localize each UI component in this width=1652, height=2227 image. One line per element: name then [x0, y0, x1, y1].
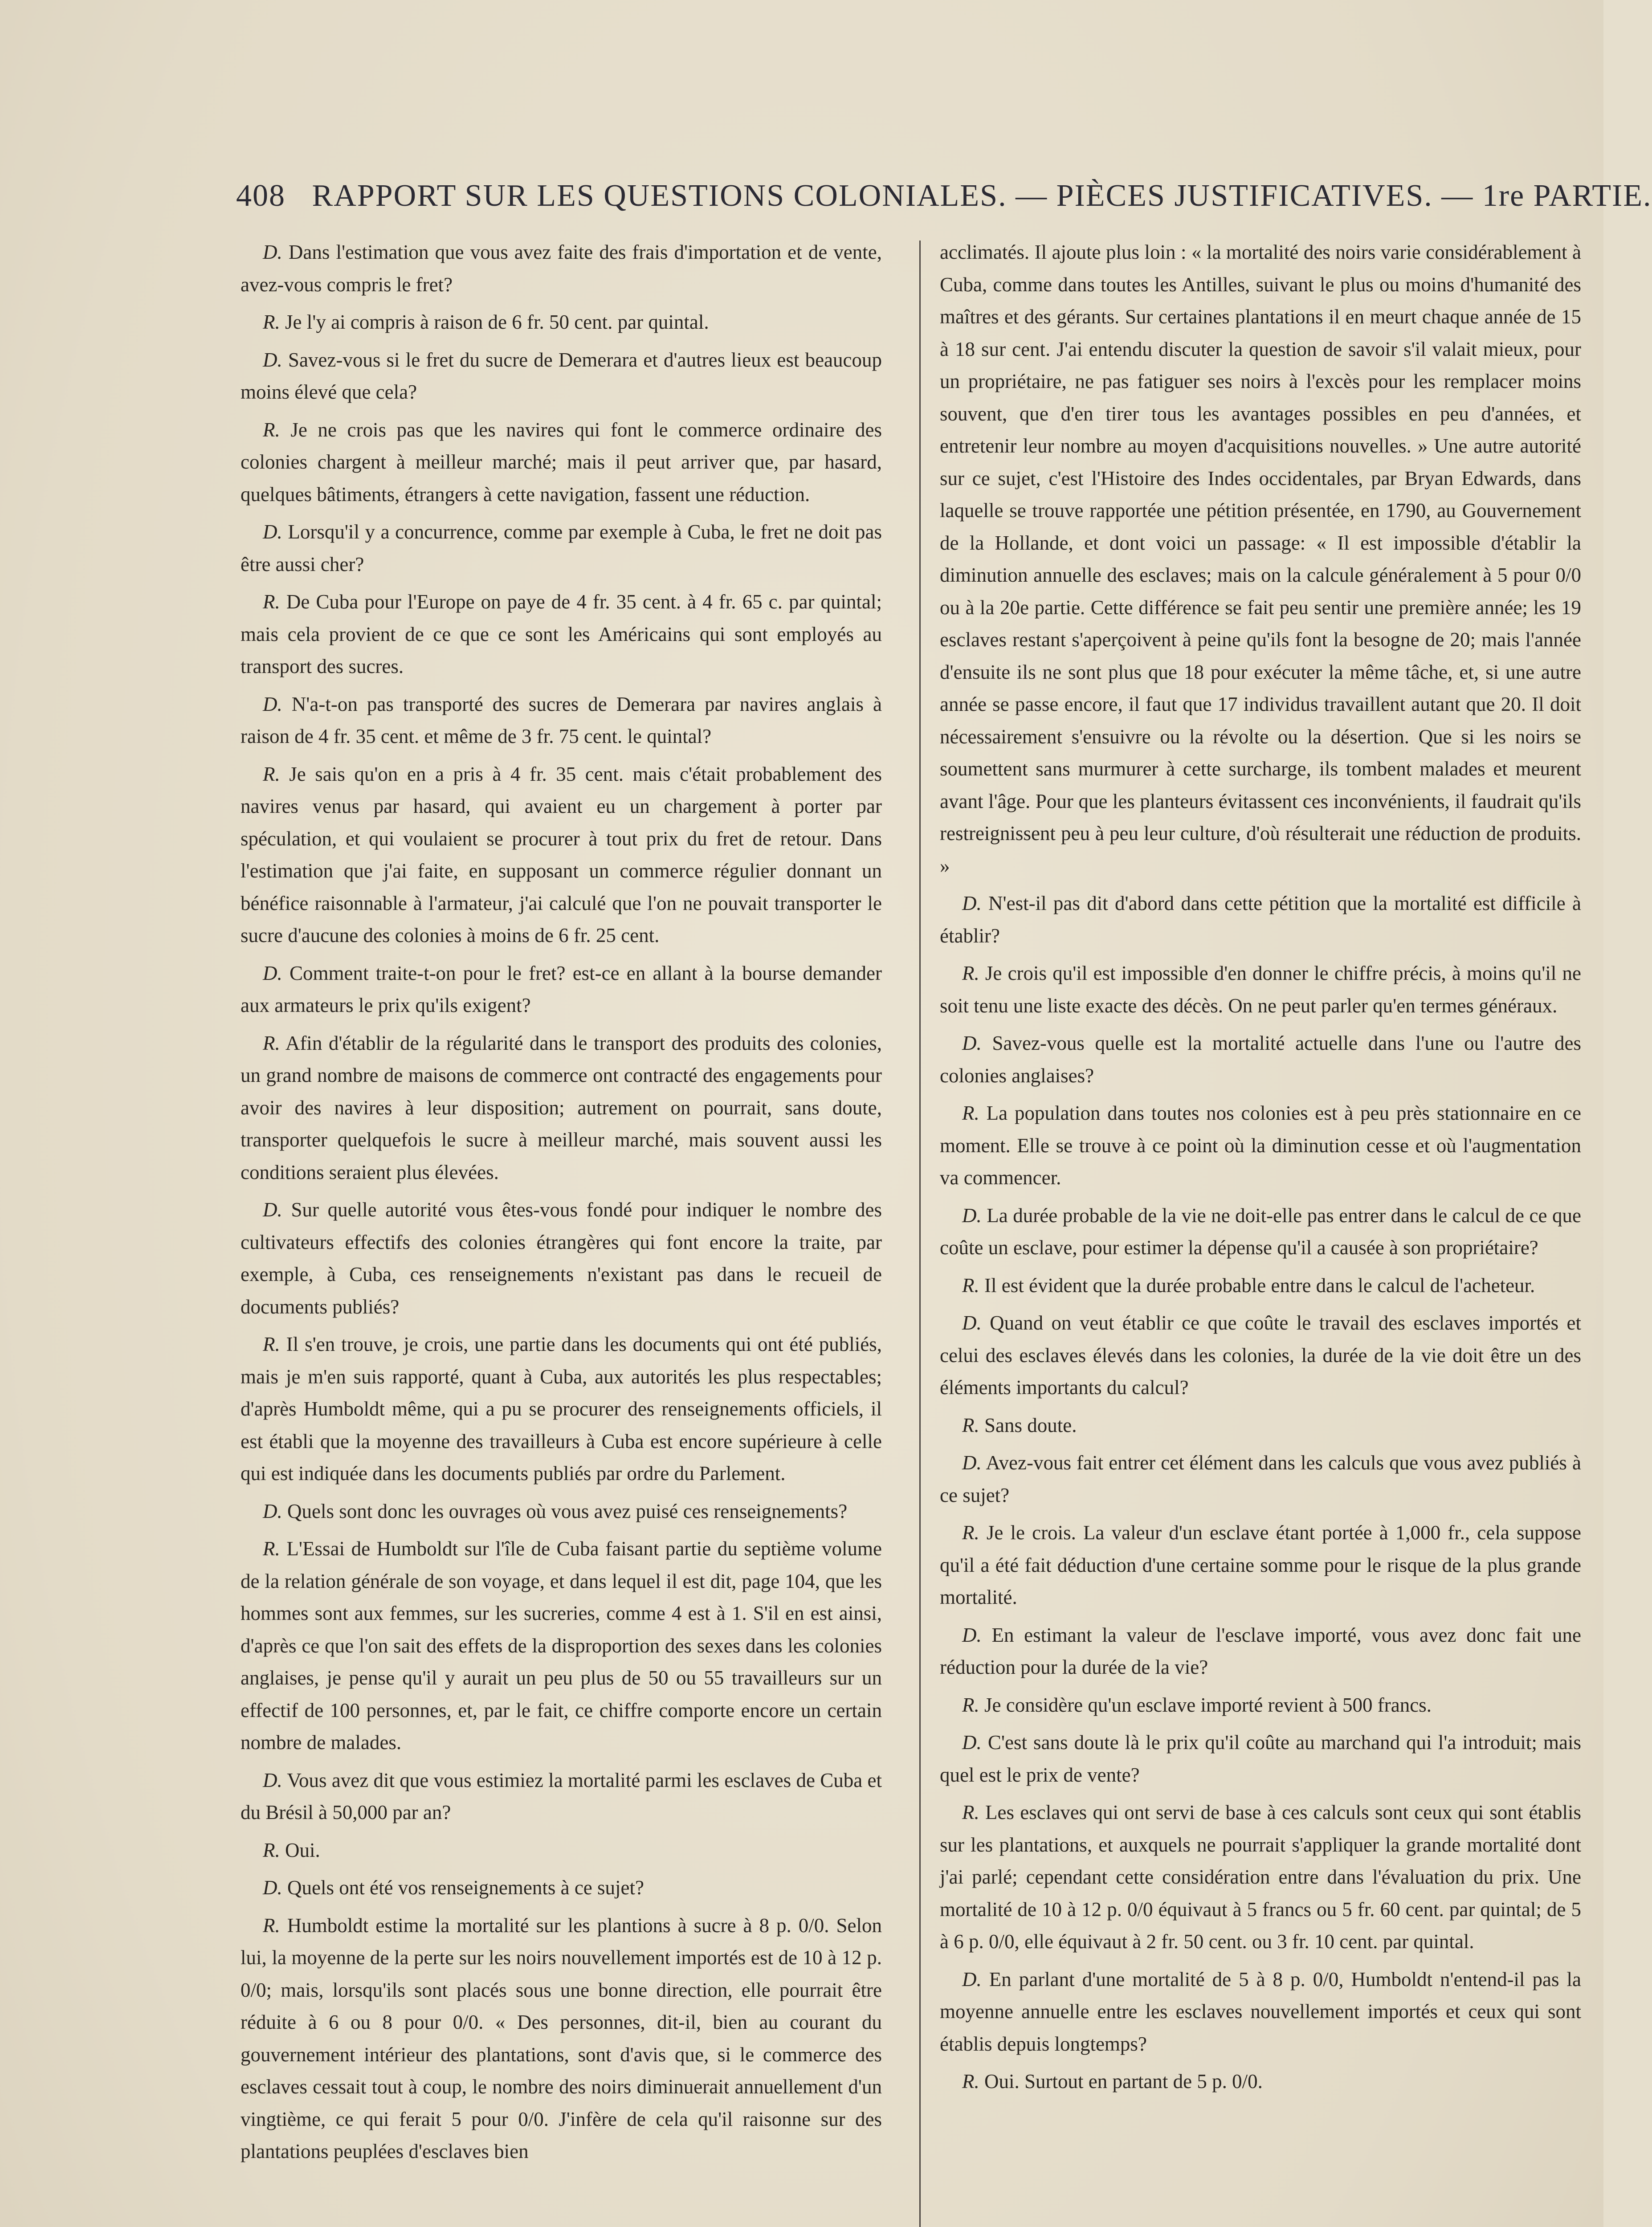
dialogue-paragraph	[940, 1269, 1581, 1302]
dialogue-paragraph	[241, 586, 882, 683]
dialogue-paragraph	[241, 236, 882, 301]
speaker-label: R.	[962, 1274, 979, 1297]
paragraph-text: Oui. Surtout en partant de 5 p. 0/0.	[984, 2070, 1263, 2092]
dialogue-paragraph	[940, 957, 1581, 1022]
speaker-label: D.	[263, 962, 282, 984]
dialogue-paragraph	[940, 1517, 1581, 1614]
speaker-label: D.	[962, 1312, 982, 1334]
speaker-label: D.	[962, 1623, 982, 1646]
speaker-label: R.	[263, 1914, 280, 1937]
dialogue-paragraph	[940, 1409, 1581, 1442]
speaker-label: R.	[263, 1032, 280, 1054]
paragraph-text: En estimant la valeur de l'esclave importé, vous avez donc fait une réduction pour la durée de la vie?	[940, 1623, 1582, 1678]
paragraph-text: La durée probable de la vie ne doit-elle pas entrer dans le calcul de ce que coûte un esclave, pour estimer la dépense qu'il a causée à son propriétaire?	[940, 1204, 1581, 1259]
dialogue-paragraph	[940, 1796, 1581, 1958]
paragraph-text: Je le crois. La valeur d'un esclave étant portée à 1,000 fr., cela suppose qu'il a été fait déduction d'une certaine somme pour le risque de la plus grande mortalité.	[940, 1521, 1581, 1608]
dialogue-paragraph	[241, 414, 882, 511]
speaker-label: R.	[962, 962, 979, 984]
speaker-label: D.	[263, 241, 282, 263]
dialogue-paragraph	[241, 516, 882, 580]
speaker-label: R.	[263, 763, 280, 785]
paragraph-text: N'est-il pas dit d'abord dans cette pétition que la mortalité est difficile à établir?	[940, 892, 1582, 947]
paragraph-text: Humboldt estime la mortalité sur les plantions à sucre à 8 p. 0/0. Selon lui, la moyenne de la perte sur les noirs nouvellement importés est de 10 à 12 p. 0/0; mais, lorsqu'ils sont placés sous une bonne direction, elle pourrait être réduite à 6 ou 8 pour 0/0. « Des personnes, dit-il, bien au courant du gouvernement intérieur des plantations, sont d'avis que, si le commerce des esclaves cessait tout à coup, le nombre des noirs diminuerait annuellement d'un vingtième, ce qui ferait 5 pour 0/0. J'infère de cela qu'il raisonne sur des plantations peuplées d'esclaves bien	[241, 1914, 882, 2162]
speaker-label: D.	[263, 1876, 282, 1899]
dialogue-paragraph	[940, 1027, 1581, 1092]
paragraph-text: Quand on veut établir ce que coûte le travail des esclaves importés et celui des esclaves élevés dans les colonies, la durée de la vie doit être un des éléments importants du calcul?	[940, 1312, 1581, 1399]
dialogue-paragraph	[241, 758, 882, 952]
dialogue-paragraph	[940, 236, 1581, 882]
paragraph-text: N'a-t-on pas transporté des sucres de Demerara par navires anglais à raison de 4 fr. 35 cent. et même de 3 fr. 75 cent. le quintal?	[241, 693, 882, 747]
dialogue-paragraph	[940, 1726, 1581, 1791]
dialogue-paragraph	[241, 1194, 882, 1323]
running-header	[236, 178, 1652, 227]
paragraph-text: Vous avez dit que vous estimiez la mortalité parmi les esclaves de Cuba et du Brésil à 50,000 par an?	[241, 1769, 882, 1823]
paragraph-text: Avez-vous fait entrer cet élément dans les calculs que vous avez publiés à ce sujet?	[940, 1452, 1581, 1506]
speaker-label: D.	[962, 1204, 982, 1227]
right-column	[940, 236, 1581, 2227]
left-column	[241, 236, 882, 2227]
dialogue-paragraph	[940, 1199, 1581, 1264]
paragraph-text: Je crois qu'il est impossible d'en donner le chiffre précis, à moins qu'il ne soit tenu une liste exacte des décès. On ne peut parler qu'en termes généraux.	[940, 962, 1582, 1017]
speaker-label: R.	[263, 1839, 280, 1861]
dialogue-paragraph	[241, 957, 882, 1022]
paragraph-text: Savez-vous si le fret du sucre de Demerara et d'autres lieux est beaucoup moins élevé que cela?	[241, 348, 882, 403]
paragraph-text: Lorsqu'il y a concurrence, comme par exemple à Cuba, le fret ne doit pas être aussi cher?	[241, 521, 882, 575]
speaker-label: D.	[263, 1769, 282, 1791]
dialogue-paragraph	[940, 1619, 1581, 1684]
speaker-label: D.	[962, 1731, 982, 1754]
speaker-label: R.	[962, 1801, 979, 1823]
dialogue-paragraph	[241, 1495, 882, 1528]
paragraph-text: Dans l'estimation que vous avez faite des frais d'importation et de vente, avez-vous compris le fret?	[241, 241, 882, 296]
dialogue-paragraph	[241, 1533, 882, 1759]
paragraph-text: Oui.	[285, 1839, 320, 1861]
speaker-label: D.	[962, 1968, 982, 1990]
page-number: 408	[236, 179, 286, 213]
paragraph-text: Il est évident que la durée probable entre dans le calcul de l'acheteur.	[984, 1274, 1535, 1297]
paragraph-text: Il s'en trouve, je crois, une partie dans les documents qui ont été publiés, mais je m'en suis rapporté, quant à Cuba, aux autorités les plus respectables; d'après Humboldt même, qui a pu se procurer des renseignements officiels, il est établi que la moyenne des travailleurs à Cuba est encore supérieure à celle qui est indiquée dans les documents publiés par ordre du Parlement.	[241, 1333, 882, 1485]
speaker-label: R.	[263, 591, 280, 613]
paragraph-text: En parlant d'une mortalité de 5 à 8 p. 0/0, Humboldt n'entend-il pas la moyenne annuelle entre les esclaves nouvellement importés et ceux qui sont établis depuis longtemps?	[940, 1968, 1582, 2055]
dialogue-paragraph	[940, 1307, 1581, 1404]
paragraph-text: De Cuba pour l'Europe on paye de 4 fr. 35 cent. à 4 fr. 65 c. par quintal; mais cela provient de ce que ce sont les Américains qui sont employés au transport des sucres.	[241, 591, 882, 677]
paragraph-text: Savez-vous quelle est la mortalité actuelle dans l'une ou l'autre des colonies anglaises?	[940, 1032, 1581, 1087]
dialogue-paragraph	[241, 688, 882, 753]
header-title: RAPPORT SUR LES QUESTIONS COLONIALES. — PIÈCES JUSTIFICATIVES. — 1re PARTIE.	[312, 179, 1652, 213]
speaker-label: R.	[263, 418, 280, 441]
dialogue-paragraph	[940, 2065, 1581, 2098]
dialogue-paragraph	[940, 1689, 1581, 1721]
dialogue-paragraph	[241, 344, 882, 408]
speaker-label: R.	[263, 1538, 280, 1560]
dialogue-paragraph	[241, 1764, 882, 1829]
speaker-label: D.	[962, 892, 982, 914]
paragraph-text: Les esclaves qui ont servi de base à ces calculs sont ceux qui sont établis sur les plantations, et auxquels ne pourrait s'appliquer la grande mortalité dont j'ai parlé; cependant cette considération entre dans l'évaluation du prix. Une mortalité de 10 à 12 p. 0/0 équivaut à 5 francs ou 5 fr. 60 cent. par quintal; de 5 à 6 p. 0/0, elle équivaut à 2 fr. 50 cent. ou 3 fr. 10 cent. par quintal.	[940, 1801, 1581, 1953]
speaker-label: D.	[962, 1452, 982, 1474]
paragraph-text: Afin d'établir de la régularité dans le transport des produits des colonies, un grand nombre de maisons de commerce ont contracté des engagements pour avoir des navires à leur disposition; autrement on pourrait, sans doute, transporter quelquefois le sucre à meilleur marché, mais souvent aussi les conditions seraient plus élevées.	[241, 1032, 882, 1183]
dialogue-paragraph	[241, 306, 882, 339]
speaker-label: D.	[962, 1032, 982, 1054]
column-divider	[919, 241, 921, 2227]
speaker-label: D.	[263, 348, 282, 371]
dialogue-paragraph	[940, 887, 1581, 952]
speaker-label: R.	[962, 2070, 979, 2092]
paragraph-text: Je sais qu'on en a pris à 4 fr. 35 cent. mais c'était probablement des navires venus par hasard, qui avaient eu un chargement à porter par spéculation, et qui voulaient se procurer à tout prix du fret de retour. Dans l'estimation que j'ai faite, en supposant un commerce régulier donnant un bénéfice raisonnable à l'armateur, j'ai calculé que l'on ne pouvait transporter le sucre d'aucune des colonies à moins de 6 fr. 25 cent.	[241, 763, 882, 946]
paragraph-text: Comment traite-t-on pour le fret? est-ce en allant à la bourse demander aux armateurs le prix qu'ils exigent?	[241, 962, 882, 1016]
paragraph-text: L'Essai de Humboldt sur l'île de Cuba faisant partie du septième volume de la relation générale de son voyage, et dans lequel il est dit, page 104, que les hommes sont aux femmes, sur les sucreries, comme 4 est à 1. S'il en est ainsi, d'après ce que l'on sait des effets de la disproportion des sexes dans les colonies anglaises, je pense qu'il y aurait un peu plus de 50 ou 55 travailleurs sur un effectif de 100 personnes, et, par le fait, ce chiffre comporte encore un certain nombre de malades.	[241, 1538, 882, 1754]
paragraph-text: Sur quelle autorité vous êtes-vous fondé pour indiquer le nombre des cultivateurs effectifs des colonies étrangères qui font encore la traite, par exemple, à Cuba, ces renseignements n'existant pas dans le recueil de documents publiés?	[241, 1199, 882, 1318]
dialogue-paragraph	[940, 1097, 1581, 1194]
paragraph-text: Quels ont été vos renseignements à ce sujet?	[287, 1876, 644, 1899]
paragraph-text: Je ne crois pas que les navires qui font le commerce ordinaire des colonies chargent à meilleur marché; mais il peut arriver que, par hasard, quelques bâtiments, étrangers à cette navigation, fassent une réduction.	[241, 418, 882, 506]
speaker-label: R.	[962, 1693, 979, 1716]
dialogue-paragraph	[940, 1963, 1581, 2060]
dialogue-paragraph	[940, 1447, 1581, 1511]
speaker-label: R.	[962, 1414, 979, 1436]
dialogue-paragraph	[241, 1872, 882, 1904]
dialogue-paragraph	[241, 1834, 882, 1867]
dialogue-paragraph	[241, 1328, 882, 1490]
speaker-label: D.	[263, 1500, 282, 1522]
dialogue-paragraph	[241, 1909, 882, 2168]
paragraph-text: La population dans toutes nos colonies est à peu près stationnaire en ce moment. Elle se trouve à ce point où la diminution cesse et où l'augmentation va commencer.	[940, 1102, 1582, 1189]
paragraph-text: C'est sans doute là le prix qu'il coûte au marchand qui l'a introduit; mais quel est le prix de vente?	[940, 1731, 1581, 1786]
speaker-label: R.	[962, 1102, 979, 1124]
paragraph-text: Je considère qu'un esclave importé revient à 500 francs.	[984, 1693, 1432, 1716]
paragraph-text: acclimatés. Il ajoute plus loin : « la mortalité des noirs varie considérablement à Cuba, comme dans toutes les Antilles, suivant le plus ou moins d'humanité des maîtres et des gérants. Sur certaines plantations il en meurt chaque année de 15 à 18 sur cent. J'ai entendu discuter la question de savoir s'il valait mieux, pour un propriétaire, ne pas fatiguer ses noirs à l'excès pour les remplacer moins souvent, que d'en tirer tous les avantages possibles en peu d'années, et entretenir leur nombre au moyen d'acquisitions nouvelles. » Une autre autorité sur ce sujet, c'est l'Histoire des Indes occidentales, par Bryan Edwards, dans laquelle se trouve rapportée une pétition présentée, en 1790, au Gouvernement de la Hollande, et dont voici un passage: « Il est impossible d'établir la diminution annuelle des esclaves; mais on la calcule généralement à 5 pour 0/0 ou à la 20e partie. Cette différence se fait peu sentir une première année; les 19 esclaves restant s'aperçoivent à peine qu'ils font la besogne de 20; mais l'année d'ensuite ils ne sont plus que 18 pour exécuter la même tâche, et, si une autre année se passe encore, il faut que 17 individus travaillent autant que 20. Il doit nécessairement s'ensuivre ou la révolte ou la désertion. Que si les noirs se soumettent sans murmurer à cette surcharge, ils tombent malades et meurent avant l'âge. Pour que les planteurs évitassent ces inconvénients, il faudrait qu'ils restreignissent peu à peu leur culture, d'où résulterait une réduction de produits. »	[940, 241, 1581, 877]
speaker-label: D.	[263, 521, 282, 543]
speaker-label: R.	[263, 1333, 280, 1355]
speaker-label: R.	[263, 311, 280, 333]
dialogue-paragraph	[241, 1027, 882, 1189]
speaker-label: D.	[263, 1199, 282, 1221]
paragraph-text: Quels sont donc les ouvrages où vous avez puisé ces renseignements?	[287, 1500, 848, 1522]
speaker-label: R.	[962, 1521, 979, 1544]
paragraph-text: Sans doute.	[984, 1414, 1077, 1436]
speaker-label: D.	[263, 693, 282, 715]
paragraph-text: Je l'y ai compris à raison de 6 fr. 50 cent. par quintal.	[285, 311, 709, 333]
